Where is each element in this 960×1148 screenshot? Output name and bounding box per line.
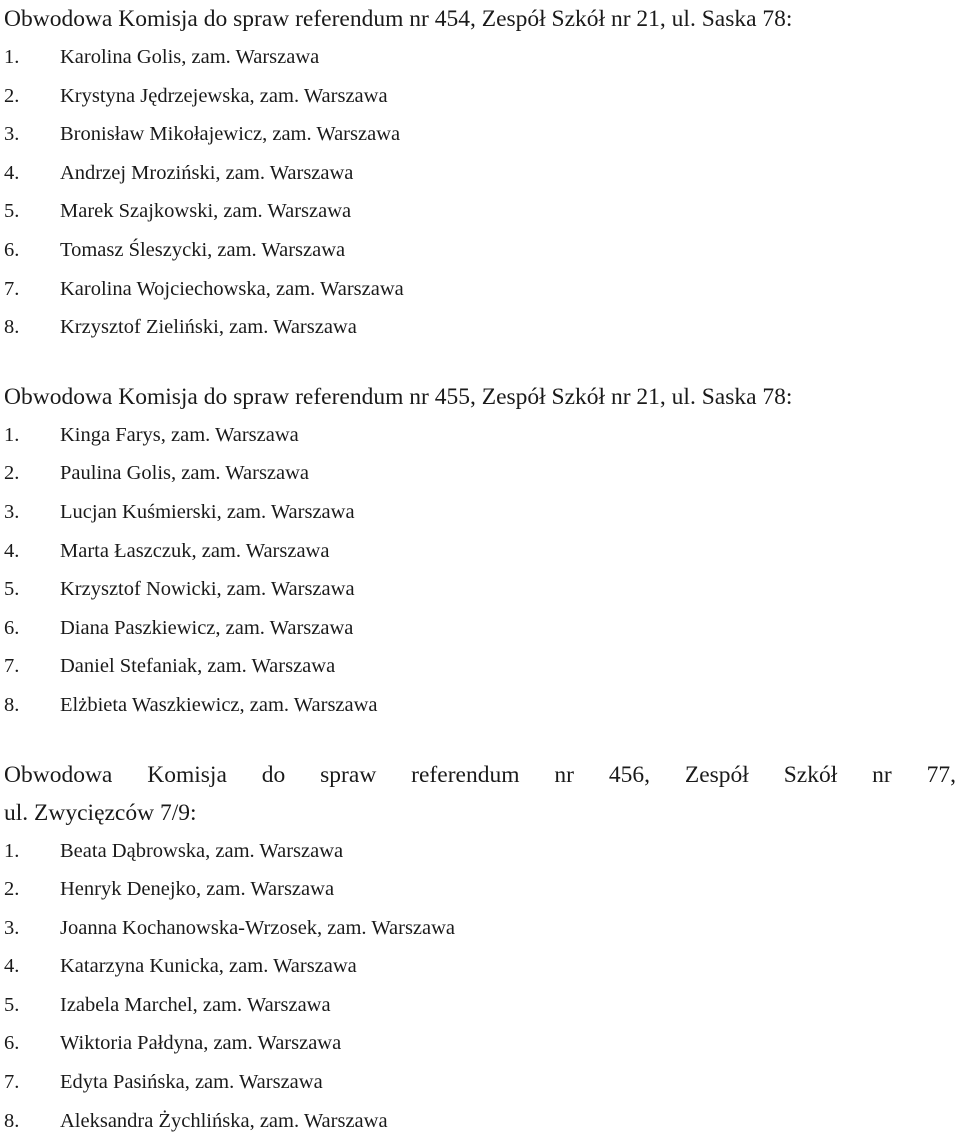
committee-heading: Obwodowa Komisja do spraw referendum nr 456, Zespół Szkół nr 77, [4, 761, 956, 788]
list-item [4, 154, 956, 193]
list-item [4, 192, 956, 231]
member-entry: Lucjan Kuśmierski, zam. Warszawa [60, 500, 355, 523]
section-gap [4, 347, 956, 378]
member-entry: Katarzyna Kunicka, zam. Warszawa [60, 955, 357, 978]
member-list [4, 38, 956, 347]
list-item [4, 1063, 956, 1102]
member-entry: Krzysztof Zieliński, zam. Warszawa [60, 316, 357, 339]
member-entry: Joanna Kochanowska-Wrzosek, zam. Warszawa [60, 916, 456, 939]
item-number: 7. [4, 655, 20, 678]
list-item [4, 947, 956, 986]
section-gap [4, 725, 956, 756]
member-entry: Daniel Stefaniak, zam. Warszawa [60, 655, 336, 678]
list-item [4, 270, 956, 309]
item-number: 4. [4, 955, 20, 978]
list-item [4, 308, 956, 347]
item-number: 2. [4, 462, 20, 485]
committee-section-456 [4, 756, 956, 1141]
item-number: 7. [4, 1071, 20, 1094]
item-number: 8. [4, 316, 20, 339]
list-item [4, 1102, 956, 1141]
list-item [4, 38, 956, 77]
list-item [4, 416, 956, 455]
member-entry: Marta Łaszczuk, zam. Warszawa [60, 539, 330, 562]
committee-heading: Obwodowa Komisja do spraw referendum nr 454, Zespół Szkół nr 21, ul. Saska 78: [4, 6, 793, 32]
committee-heading-continued: ul. Zwycięzców 7/9: [4, 799, 197, 826]
list-item [4, 870, 956, 909]
item-number: 1. [4, 423, 20, 446]
list-item [4, 454, 956, 493]
item-number: 6. [4, 238, 20, 261]
item-number: 8. [4, 693, 20, 716]
item-number: 7. [4, 277, 20, 300]
member-entry: Karolina Golis, zam. Warszawa [60, 46, 320, 68]
list-item [4, 115, 956, 154]
document-page [4, 0, 956, 1140]
member-entry: Beata Dąbrowska, zam. Warszawa [60, 839, 344, 862]
item-number: 8. [4, 1109, 20, 1132]
list-item [4, 493, 956, 532]
item-number: 5. [4, 578, 20, 601]
item-number: 1. [4, 46, 20, 68]
member-entry: Andrzej Mroziński, zam. Warszawa [60, 161, 354, 184]
member-entry: Tomasz Śleszycki, zam. Warszawa [60, 238, 346, 261]
list-item [4, 647, 956, 686]
list-item [4, 231, 956, 270]
item-number: 2. [4, 84, 20, 107]
member-entry: Krzysztof Nowicki, zam. Warszawa [60, 578, 355, 601]
list-item [4, 570, 956, 609]
member-entry: Elżbieta Waszkiewicz, zam. Warszawa [60, 693, 378, 716]
item-number: 5. [4, 200, 20, 223]
item-number: 1. [4, 839, 20, 862]
member-list [4, 832, 956, 1141]
list-item [4, 986, 956, 1025]
item-number: 4. [4, 539, 20, 562]
committee-section-454 [4, 0, 956, 347]
item-number: 6. [4, 1032, 20, 1055]
item-number: 4. [4, 161, 20, 184]
item-number: 2. [4, 878, 20, 901]
list-item [4, 77, 956, 116]
committee-heading: Obwodowa Komisja do spraw referendum nr 455, Zespół Szkół nr 21, ul. Saska 78: [4, 383, 793, 410]
list-item [4, 532, 956, 571]
list-item [4, 1024, 956, 1063]
member-entry: Henryk Denejko, zam. Warszawa [60, 878, 335, 901]
item-number: 5. [4, 993, 20, 1016]
committee-section-455 [4, 378, 956, 725]
member-entry: Aleksandra Żychlińska, zam. Warszawa [60, 1109, 388, 1132]
item-number: 3. [4, 123, 20, 146]
member-entry: Diana Paszkiewicz, zam. Warszawa [60, 616, 354, 639]
member-entry: Kinga Farys, zam. Warszawa [60, 423, 299, 446]
member-entry: Wiktoria Pałdyna, zam. Warszawa [60, 1032, 342, 1055]
member-entry: Krystyna Jędrzejewska, zam. Warszawa [60, 84, 388, 107]
member-entry: Bronisław Mikołajewicz, zam. Warszawa [60, 123, 401, 146]
member-entry: Edyta Pasińska, zam. Warszawa [60, 1071, 323, 1094]
item-number: 6. [4, 616, 20, 639]
member-list [4, 416, 956, 725]
item-number: 3. [4, 500, 20, 523]
list-item [4, 609, 956, 648]
list-item [4, 832, 956, 871]
item-number: 3. [4, 916, 20, 939]
member-entry: Marek Szajkowski, zam. Warszawa [60, 200, 352, 223]
list-item [4, 909, 956, 948]
list-item [4, 686, 956, 725]
member-entry: Izabela Marchel, zam. Warszawa [60, 993, 331, 1016]
member-entry: Karolina Wojciechowska, zam. Warszawa [60, 277, 404, 300]
member-entry: Paulina Golis, zam. Warszawa [60, 462, 310, 485]
